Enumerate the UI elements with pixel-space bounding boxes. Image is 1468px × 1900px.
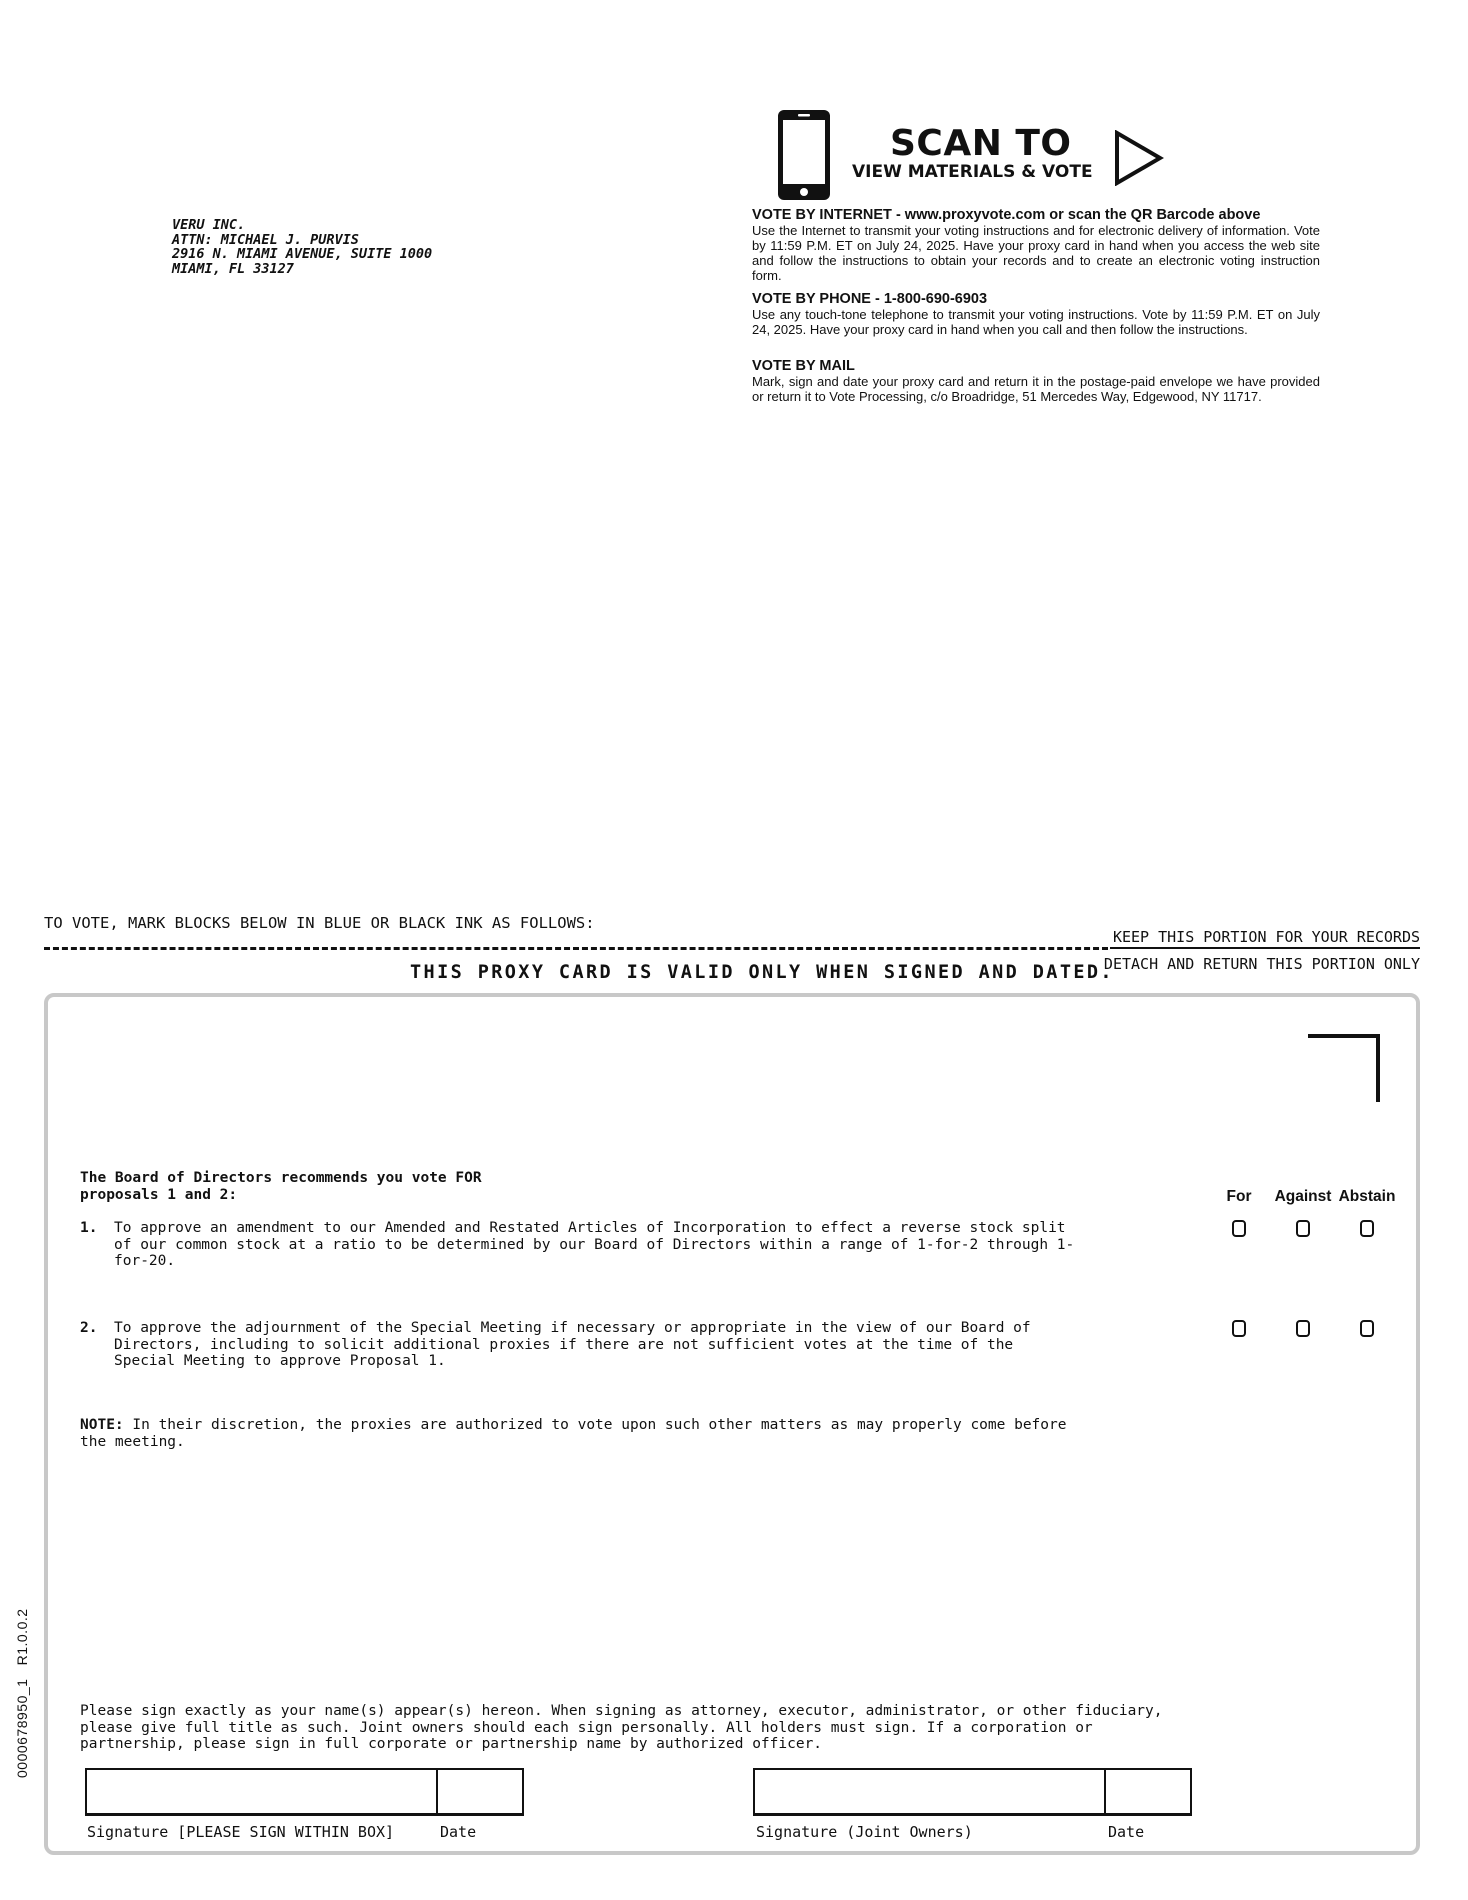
address-line-2: ATTN: MICHAEL J. PURVIS	[172, 231, 359, 248]
note-text	[80, 1417, 1080, 1450]
vote-mail-body: Mark, sign and date your proxy card and return it in the postage-paid envelope we have provided or return it to Vote Processing, c/o Broadridge, 51 Mercedes Way, Edgewood, NY 11717.	[752, 374, 1320, 404]
board-line-1: The Board of Directors recommends you vote FOR	[80, 1170, 482, 1186]
proposal-2-for-checkbox[interactable]	[1232, 1320, 1246, 1337]
note-body: In their discretion, the proxies are authorized to vote upon such other matters as may properly come before the meeting.	[80, 1417, 1067, 1450]
address-line-3: 2916 N. MIAMI AVENUE, SUITE 1000	[172, 246, 433, 262]
proposal-2-text: To approve the adjournment of the Special Meeting if necessary or appropriate in the view of our Board of Directors, including to solicit additional proxies if there are not sufficient votes at the time of the Special Meeting to approve Proposal 1.	[114, 1320, 1031, 1369]
mark-instructions: TO VOTE, MARK BLOCKS BELOW IN BLUE OR BLACK INK AS FOLLOWS:	[44, 914, 595, 932]
mobile-phone-icon	[776, 108, 832, 202]
proposal-1-for-checkbox[interactable]	[1232, 1220, 1246, 1237]
vote-by-internet	[752, 207, 1320, 283]
column-abstain: Abstain	[1338, 1188, 1396, 1205]
proposal-1-abstain-checkbox[interactable]	[1360, 1220, 1374, 1237]
shareholder-address	[172, 218, 432, 276]
proposal-2	[80, 1320, 1080, 1370]
detach-portion-label: DETACH AND RETURN THIS PORTION ONLY	[1103, 955, 1420, 973]
proposal-2-against-checkbox[interactable]	[1296, 1320, 1310, 1337]
owner-date-box[interactable]	[438, 1768, 524, 1816]
vote-by-phone	[752, 291, 1320, 337]
proposal-1	[80, 1220, 1080, 1270]
vote-internet-body: Use the Internet to transmit your voting instructions and for electronic delivery of information. Vote by 11:59 P.M. ET on July 24, 2025. Have your proxy card in hand when you access the web site and follow the instructions to obtain your records and to create an electronic voting instruction form.	[752, 223, 1320, 283]
owner-signature-label: Signature [PLEASE SIGN WITHIN BOX]	[87, 1823, 395, 1841]
joint-signature-box[interactable]	[753, 1768, 1106, 1816]
detach-dashed-line	[44, 947, 1108, 950]
sign-instructions: Please sign exactly as your name(s) appear(s) hereon. When signing as attorney, executor, administrator, or other fiduciary, please give full title as such. Joint owners should each sign personally. All holders must sign. If a corporation or partnership, please sign in full corporate or partnership name by authorized officer.	[80, 1703, 1163, 1752]
column-against: Against	[1274, 1188, 1332, 1205]
proposal-2-abstain-checkbox[interactable]	[1360, 1320, 1374, 1337]
board-line-2: proposals 1 and 2:	[80, 1186, 238, 1203]
scan-title: SCAN TO	[890, 123, 1072, 164]
proposal-1-text: To approve an amendment to our Amended and Restated Articles of Incorporation to effect a reverse stock split of our common stock at a ratio to be determined by our Board of Directors within a range of 1-for-2 through 1-for-20.	[114, 1220, 1075, 1269]
address-line-1: VERU INC.	[172, 217, 246, 233]
joint-date-label: Date	[1108, 1823, 1145, 1841]
proposal-2-number: 2.	[80, 1320, 98, 1336]
address-line-4: MIAMI, FL 33127	[172, 260, 294, 277]
owner-signature-box[interactable]	[85, 1768, 438, 1816]
keep-portion-label: KEEP THIS PORTION FOR YOUR RECORDS	[1110, 928, 1420, 949]
vote-mail-heading: VOTE BY MAIL	[752, 358, 855, 374]
corner-mark	[1308, 1034, 1380, 1102]
valid-notice: THIS PROXY CARD IS VALID ONLY WHEN SIGNED AND DATED.	[410, 962, 1114, 983]
joint-date-box[interactable]	[1106, 1768, 1192, 1816]
column-for: For	[1226, 1188, 1252, 1205]
side-control-code: 0000678950_1 R1.0.0.2	[14, 1608, 30, 1778]
joint-signature-label: Signature (Joint Owners)	[756, 1823, 973, 1841]
owner-date-label: Date	[440, 1823, 477, 1841]
play-arrow-icon	[1114, 130, 1164, 186]
proposal-1-against-checkbox[interactable]	[1296, 1220, 1310, 1237]
vote-phone-heading: VOTE BY PHONE - 1-800-690-6903	[752, 291, 988, 307]
board-recommendation	[80, 1170, 560, 1203]
vote-internet-heading: VOTE BY INTERNET - www.proxyvote.com or scan the QR Barcode above	[752, 207, 1261, 223]
vote-by-mail	[752, 358, 1320, 404]
vote-phone-body: Use any touch-tone telephone to transmit your voting instructions. Vote by 11:59 P.M. ET on July 24, 2025. Have your proxy card in hand when you call and then follow the instructions.	[752, 307, 1320, 337]
note-label: NOTE:	[80, 1417, 124, 1433]
proposal-1-number: 1.	[80, 1220, 98, 1236]
scan-subtitle: VIEW MATERIALS & VOTE	[852, 162, 1093, 182]
